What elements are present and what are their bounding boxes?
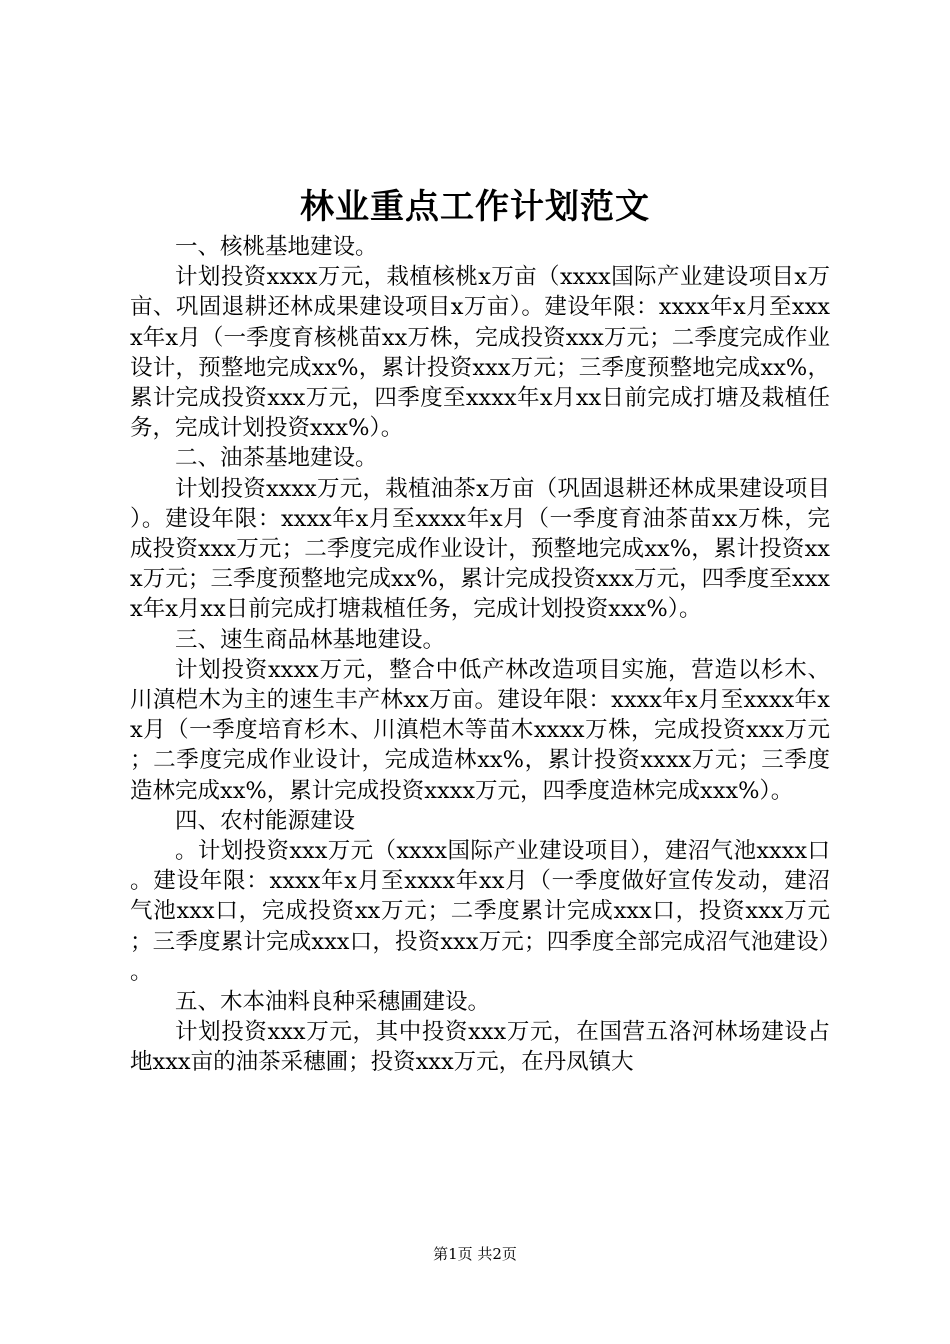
paragraph-walnut: 计划投资xxxx万元，栽植核桃x万亩（xxxx国际产业建设项目x万亩、巩固退耕还林成果建设项目x万亩）。建设年限：xxxx年x月至xxxx年x月（一季度育核桃苗xx万株，完成投资xxx万元；二季度完成作业设计，预整地完成xx%，累计投资xxx万元；三季度预整地完成xx%，累计完成投资xxx万元，四季度至xxxx年x月xx日前完成打塘及栽植任务，完成计划投资xxx%）。: [130, 264, 830, 442]
page-number-footer: 第1页 共2页: [433, 1245, 517, 1263]
section-heading-rural-energy: 四、农村能源建设: [175, 807, 356, 834]
paragraph-rural-energy: 。计划投资xxx万元（xxxx国际产业建设项目），建沼气池xxxx口。建设年限：xxxx年x月至xxxx年xx月（一季度做好宣传发动，建沼气池xxx口，完成投资xx万元；二季度累计完成xxx口，投资xxx万元；三季度累计完成xxx口，投资xxx万元；四季度全部完成沼气池建设）。: [130, 838, 830, 985]
paragraph-oil-seed-nursery: 计划投资xxx万元，其中投资xxx万元，在国营五洛河林场建设占地xxx亩的油茶采穗圃；投资xxx万元，在丹凤镇大: [130, 1019, 830, 1076]
section-heading-fast-growing-forest: 三、速生商品林基地建设。: [175, 626, 446, 653]
paragraph-camellia: 计划投资xxxx万元，栽植油茶x万亩（巩固退耕还林成果建设项目）。建设年限：xxxx年x月至xxxx年x月（一季度育油茶苗xx万株，完成投资xxx万元；二季度完成作业设计，预整地完成xx%，累计投资xxx万元；三季度预整地完成xx%，累计完成投资xxx万元，四季度至xxxx年x月xx日前完成打塘栽植任务，完成计划投资xxx%）。: [130, 475, 830, 623]
document-body: [130, 232, 830, 1078]
section-heading-walnut: 一、核桃基地建设。: [175, 234, 378, 260]
section-heading-oil-seed-nursery: 五、木本油料良种采穗圃建设。: [175, 989, 491, 1016]
section-heading-camellia: 二、油茶基地建设。: [175, 445, 378, 472]
paragraph-fast-growing-forest: 计划投资xxxx万元，整合中低产林改造项目实施，营造以杉木、川滇桤木为主的速生丰产林xx万亩。建设年限：xxxx年x月至xxxx年xx月（一季度培育杉木、川滇桤木等苗木xxxx万株，完成投资xxx万元；二季度完成作业设计，完成造林xx%，累计投资xxxx万元；三季度造林完成xx%，累计完成投资xxxx万元，四季度造林完成xxx%）。: [130, 656, 830, 804]
document-title: 林业重点工作计划范文: [300, 187, 650, 227]
